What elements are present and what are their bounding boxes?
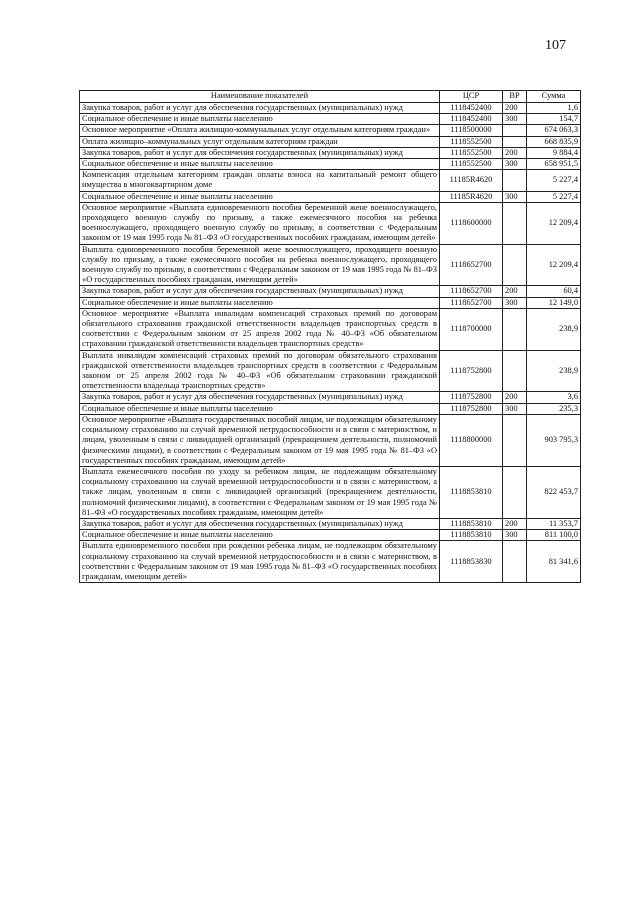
cell-vr: [503, 541, 527, 583]
table-row: [80, 350, 581, 392]
cell-csr: 1118853830: [440, 541, 503, 583]
cell-name: Социальное обеспечение и иные выплаты населению: [80, 114, 440, 125]
cell-vr: 300: [503, 159, 527, 170]
table-row: [80, 191, 581, 202]
cell-name: Выплата единовременного пособия беременной жене военнослужащего, проходящего военную службу по призыву, а также ежемесячного пособия на ребенка военнослужащего, проходящего военную службу по призыву, в соответствии с Федеральным законом от 19 мая 1995 года № 81–ФЗ «О государственных пособиях гражданам, имеющим детей»: [80, 244, 440, 286]
table-row: [80, 286, 581, 297]
cell-csr: 1118652700: [440, 297, 503, 308]
cell-sum: 11 353,7: [527, 518, 581, 529]
cell-name: Выплата инвалидам компенсаций страховых премий по договорам обязательного страхования гражданской ответственности владельцев транспортных средств в соответствии с Федеральным законом от 25 апреля 2002 года № 40–ФЗ «Об обязательном страховании гражданской ответственности владельца транспортных средств»: [80, 350, 440, 392]
table-row: [80, 159, 581, 170]
table-row: [80, 202, 581, 244]
cell-csr: 1118853810: [440, 530, 503, 541]
cell-sum: 822 453,7: [527, 466, 581, 518]
cell-vr: [503, 350, 527, 392]
cell-csr: 11185R4620: [440, 170, 503, 191]
cell-sum: 60,4: [527, 286, 581, 297]
cell-vr: 300: [503, 191, 527, 202]
cell-vr: 300: [503, 114, 527, 125]
cell-name: Выплата единовременного пособия при рождении ребенка лицам, не подлежащим обязательному социальному страхованию на случай временной нетрудоспособности и в связи с материнством, в соответствии с Федеральным законом от 19 мая 1995 года № 81–ФЗ «О государственных пособиях гражданам, имеющим детей»: [80, 541, 440, 583]
cell-name: Выплата ежемесячного пособия по уходу за ребенком лицам, не подлежащим обязательному социальному страхованию на случай временной нетрудоспособности и в связи с материнством, а также лицам, уволенным в связи с ликвидацией организаций (прекращением деятельности, полномочий физическими лицами), в соответствии с Федеральным законом от 19 мая 1995 года № 81–ФЗ «О государственных пособиях гражданам, имеющим детей»: [80, 466, 440, 518]
cell-vr: 200: [503, 286, 527, 297]
table-row: [80, 170, 581, 191]
budget-table: [79, 90, 581, 583]
table-row: [80, 103, 581, 114]
table-row: [80, 147, 581, 158]
cell-vr: 300: [503, 297, 527, 308]
cell-csr: 1118552500: [440, 159, 503, 170]
cell-sum: 674 063,3: [527, 125, 581, 136]
cell-sum: 3,6: [527, 392, 581, 403]
table-row: [80, 530, 581, 541]
cell-sum: 81 341,6: [527, 541, 581, 583]
cell-sum: 668 835,9: [527, 136, 581, 147]
table-row: [80, 466, 581, 518]
header-csr: ЦСР: [440, 91, 503, 103]
table-row: [80, 244, 581, 286]
cell-name: Социальное обеспечение и иные выплаты населению: [80, 403, 440, 414]
cell-vr: [503, 308, 527, 350]
table-header-row: [80, 91, 581, 103]
cell-vr: [503, 466, 527, 518]
table-body: [80, 103, 581, 583]
table-row: [80, 403, 581, 414]
cell-sum: 238,9: [527, 308, 581, 350]
cell-vr: 200: [503, 103, 527, 114]
header-sum: Сумма: [527, 91, 581, 103]
cell-csr: 1118552500: [440, 147, 503, 158]
cell-sum: 5 227,4: [527, 170, 581, 191]
cell-vr: [503, 136, 527, 147]
cell-csr: 1118452400: [440, 114, 503, 125]
cell-name: Закупка товаров, работ и услуг для обеспечения государственных (муниципальных) нужд: [80, 392, 440, 403]
cell-vr: [503, 414, 527, 466]
cell-vr: 300: [503, 403, 527, 414]
page-number: 107: [545, 38, 566, 53]
table-row: [80, 308, 581, 350]
table-row: [80, 392, 581, 403]
cell-sum: 12 209,4: [527, 202, 581, 244]
cell-name: Закупка товаров, работ и услуг для обеспечения государственных (муниципальных) нужд: [80, 518, 440, 529]
cell-vr: [503, 244, 527, 286]
cell-csr: 1118700000: [440, 308, 503, 350]
cell-sum: 238,9: [527, 350, 581, 392]
cell-name: Социальное обеспечение и иные выплаты населению: [80, 191, 440, 202]
header-name: Наименование показателей: [80, 91, 440, 103]
cell-csr: 1118652700: [440, 286, 503, 297]
cell-name: Основное мероприятие «Выплата инвалидам компенсаций страховых премий по договорам обязательного страхования гражданской ответственности владельцев транспортных средств в соответствии с Федеральным законом от 25 апреля 2002 года № 40–ФЗ «Об обязательном страховании гражданской ответственности владельцев транспортных средств»: [80, 308, 440, 350]
cell-name: Социальное обеспечение и иные выплаты населению: [80, 530, 440, 541]
cell-sum: 811 100,0: [527, 530, 581, 541]
cell-sum: 658 951,5: [527, 159, 581, 170]
cell-csr: 1118853810: [440, 466, 503, 518]
cell-csr: 1118752800: [440, 392, 503, 403]
cell-vr: 200: [503, 392, 527, 403]
cell-sum: 12 209,4: [527, 244, 581, 286]
cell-name: Закупка товаров, работ и услуг для обеспечения государственных (муниципальных) нужд: [80, 286, 440, 297]
cell-csr: 1118752800: [440, 350, 503, 392]
cell-csr: 1118600000: [440, 202, 503, 244]
cell-name: Оплата жилищно–коммунальных услуг отдельным категориям граждан: [80, 136, 440, 147]
cell-name: Социальное обеспечение и иные выплаты населению: [80, 297, 440, 308]
cell-vr: 200: [503, 518, 527, 529]
cell-name: Закупка товаров, работ и услуг для обеспечения государственных (муниципальных) нужд: [80, 147, 440, 158]
cell-csr: 1118652700: [440, 244, 503, 286]
table-row: [80, 125, 581, 136]
table-row: [80, 136, 581, 147]
cell-vr: 300: [503, 530, 527, 541]
cell-vr: [503, 202, 527, 244]
cell-name: Основное мероприятие «Выплата единовременного пособия беременной жене военнослужащего, проходящего военную службу по призыву, а также ежемесячного пособия на ребенка военнослужащего, проходящего военную службу по призыву, в соответствии с Федеральным законом от 19 мая 1995 года № 81–ФЗ «О государственных пособиях гражданам, имеющим детей»: [80, 202, 440, 244]
cell-csr: 1118552500: [440, 136, 503, 147]
cell-csr: 11185R4620: [440, 191, 503, 202]
cell-csr: 1118500000: [440, 125, 503, 136]
cell-sum: 154,7: [527, 114, 581, 125]
cell-name: Закупка товаров, работ и услуг для обеспечения государственных (муниципальных) нужд: [80, 103, 440, 114]
cell-csr: 1118452400: [440, 103, 503, 114]
cell-sum: 235,3: [527, 403, 581, 414]
table-row: [80, 541, 581, 583]
cell-sum: 5 227,4: [527, 191, 581, 202]
cell-sum: 1,6: [527, 103, 581, 114]
cell-name: Компенсация отдельным категориям граждан оплаты взноса на капитальный ремонт общего имущества в многоквартирном доме: [80, 170, 440, 191]
cell-csr: 1118800000: [440, 414, 503, 466]
cell-name: Основное мероприятие «Оплата жилищно-коммунальных услуг отдельным категориям граждан»: [80, 125, 440, 136]
cell-vr: 200: [503, 147, 527, 158]
header-vr: ВР: [503, 91, 527, 103]
cell-csr: 1118752800: [440, 403, 503, 414]
cell-vr: [503, 170, 527, 191]
table-row: [80, 297, 581, 308]
cell-csr: 1118853810: [440, 518, 503, 529]
cell-sum: 9 884,4: [527, 147, 581, 158]
table-row: [80, 518, 581, 529]
cell-sum: 903 795,3: [527, 414, 581, 466]
cell-name: Социальное обеспечение и иные выплаты населению: [80, 159, 440, 170]
cell-vr: [503, 125, 527, 136]
cell-sum: 12 149,0: [527, 297, 581, 308]
table-row: [80, 414, 581, 466]
table-row: [80, 114, 581, 125]
cell-name: Основное мероприятие «Выплата государственных пособий лицам, не подлежащим обязательному социальному страхованию на случай временной нетрудоспособности и в связи с материнством, и лицам, уволенным в связи с ликвидацией организаций (прекращением деятельности, полномочий физическими лицами), в соответствии с Федеральным законом от 19 мая 1995 года № 81–ФЗ «О государственных пособиях гражданам, имеющим детей»: [80, 414, 440, 466]
